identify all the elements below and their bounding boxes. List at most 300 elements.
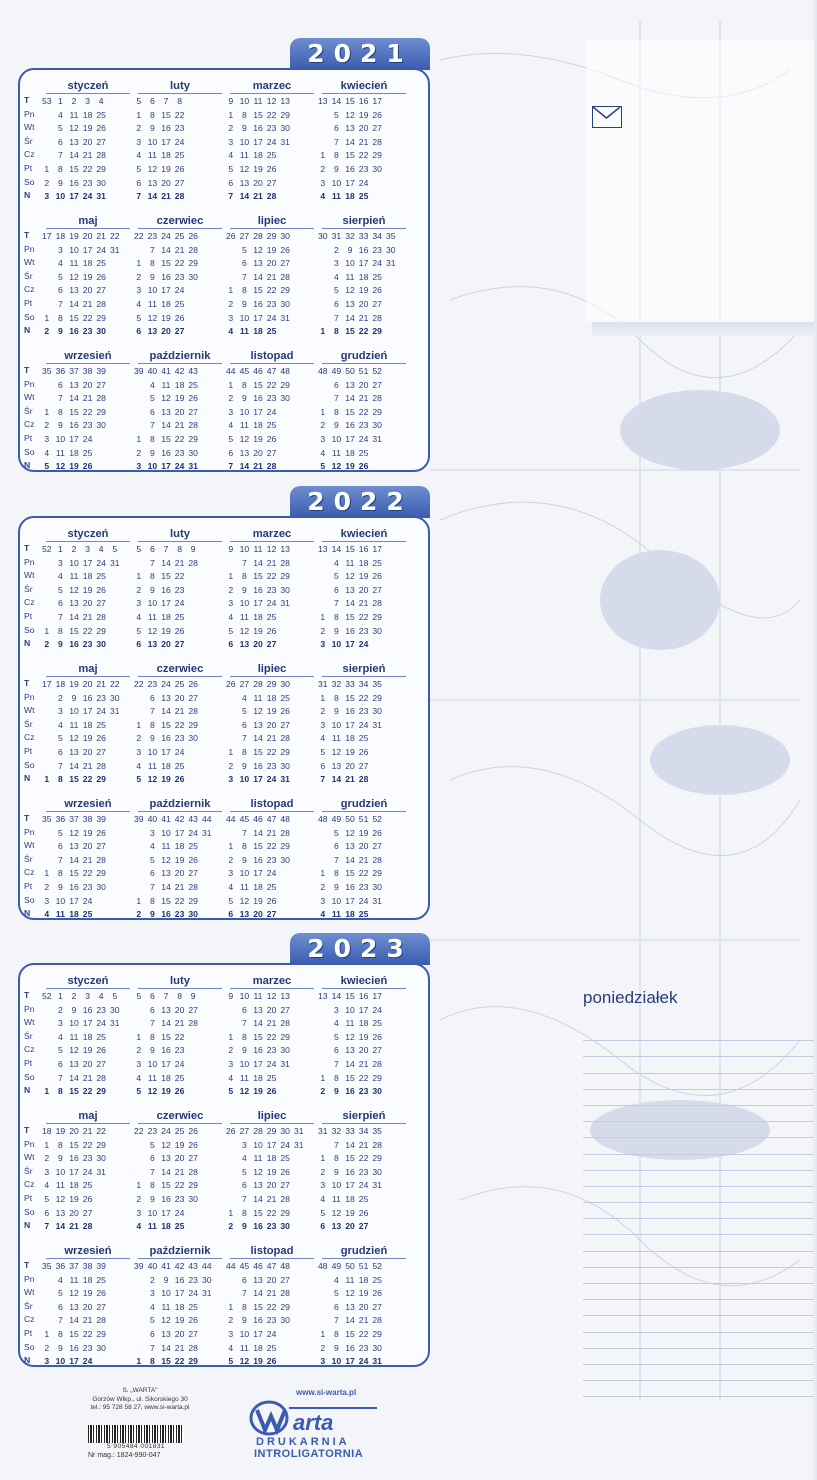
month-grid — [132, 213, 228, 339]
day-cell: 9 — [242, 1315, 247, 1326]
day-cell: 6 — [44, 1207, 50, 1218]
week-number: 42 — [174, 1261, 185, 1271]
day-row — [132, 419, 228, 433]
day-cell: 28 — [280, 271, 290, 282]
weekday-label: Śr — [24, 270, 33, 281]
day-cell — [108, 298, 122, 312]
day-cell: 15 — [69, 1086, 79, 1097]
day-cell: 5 — [228, 163, 234, 174]
day-cell: 29 — [188, 258, 198, 269]
day-cell: 21 — [82, 854, 93, 865]
day-cell: 9 — [334, 881, 339, 892]
month-name: październik — [138, 796, 222, 812]
day-cell: 15 — [69, 868, 79, 879]
day-cell: 18 — [82, 1274, 93, 1285]
week-number: 35 — [42, 814, 52, 824]
day-row — [40, 611, 136, 625]
day-cell: 12 — [69, 1288, 79, 1299]
day-row — [316, 557, 412, 571]
day-cell: 16 — [345, 881, 355, 892]
day-cell: 1 — [44, 1139, 50, 1150]
day-row — [316, 881, 412, 895]
weekday-label: Cz — [24, 732, 35, 743]
day-cell: 4 — [320, 733, 326, 744]
day-cell — [370, 460, 384, 474]
day-cell: 24 — [174, 1207, 185, 1218]
day-row — [40, 881, 136, 895]
day-cell: 1 — [44, 774, 50, 785]
day-cell: 19 — [253, 625, 263, 636]
day-cell: 9 — [58, 326, 63, 337]
day-cell: 17 — [69, 1166, 79, 1177]
day-cell — [132, 379, 146, 393]
day-cell — [316, 557, 330, 571]
day-cell: 3 — [228, 868, 234, 879]
day-cell: 23 — [358, 1342, 369, 1353]
day-cell: 19 — [358, 109, 369, 120]
day-cell: 12 — [239, 895, 250, 906]
week-number: 15 — [345, 96, 355, 106]
day-cell: 30 — [372, 1342, 382, 1353]
day-cell: 21 — [82, 1315, 93, 1326]
day-cell — [316, 1287, 330, 1301]
day-cell: 14 — [69, 150, 79, 161]
month-grid — [40, 1108, 136, 1234]
day-cell: 3 — [44, 191, 50, 202]
day-cell — [186, 611, 200, 625]
weekday-label: T — [24, 1260, 30, 1270]
day-cell: 8 — [150, 1180, 155, 1191]
week-number: 11 — [253, 991, 263, 1001]
day-cell: 22 — [82, 1328, 93, 1339]
day-cell — [186, 584, 200, 598]
day-cell: 24 — [82, 1166, 93, 1177]
day-row — [224, 908, 320, 922]
day-cell: 29 — [96, 774, 106, 785]
day-cell — [108, 611, 122, 625]
day-cell: 10 — [147, 136, 158, 147]
day-cell: 21 — [174, 1166, 185, 1177]
day-cell — [384, 271, 398, 285]
day-cell: 11 — [239, 611, 249, 622]
day-cell: 26 — [82, 1193, 93, 1204]
day-cell: 5 — [228, 895, 234, 906]
day-cell: 9 — [334, 706, 339, 717]
day-cell: 20 — [82, 285, 93, 296]
week-number: 6 — [150, 96, 155, 106]
day-row — [316, 1355, 412, 1369]
day-cell: 23 — [82, 177, 93, 188]
day-cell: 13 — [147, 639, 158, 650]
day-cell: 8 — [242, 841, 247, 852]
day-cell: 5 — [228, 1356, 234, 1367]
day-cell: 25 — [372, 1018, 382, 1029]
week-number: 10 — [239, 991, 250, 1001]
day-cell: 2 — [320, 1342, 326, 1353]
day-cell: 9 — [242, 298, 247, 309]
day-row — [316, 1085, 412, 1099]
day-cell: 5 — [136, 1086, 142, 1097]
week-number: 17 — [372, 544, 382, 554]
week-number: 31 — [293, 1126, 304, 1136]
day-row — [132, 638, 228, 652]
week-number: 1 — [58, 96, 63, 106]
day-cell: 12 — [253, 244, 263, 255]
day-cell: 10 — [239, 312, 250, 323]
day-cell — [292, 1207, 306, 1221]
day-cell: 11 — [147, 150, 157, 161]
week-numbers — [316, 95, 412, 109]
day-cell: 6 — [58, 746, 63, 757]
week-number: 45 — [239, 366, 250, 376]
day-cell: 26 — [96, 1045, 106, 1056]
day-cell: 7 — [44, 1221, 50, 1232]
day-cell: 1 — [136, 1180, 142, 1191]
day-row — [40, 1274, 136, 1288]
day-cell — [186, 1031, 200, 1045]
day-cell: 1 — [44, 625, 50, 636]
day-cell: 18 — [82, 719, 93, 730]
day-cell: 7 — [334, 854, 339, 865]
day-cell — [370, 177, 384, 191]
day-cell: 18 — [82, 258, 93, 269]
day-cell — [200, 1301, 214, 1315]
day-cell: 30 — [280, 1221, 290, 1232]
day-row — [224, 1193, 320, 1207]
day-cell: 27 — [280, 1274, 290, 1285]
day-cell — [278, 611, 292, 625]
day-cell — [186, 760, 200, 774]
day-cell: 28 — [372, 136, 382, 147]
month-name: październik — [138, 1243, 222, 1259]
day-cell: 12 — [161, 393, 171, 404]
day-cell: 1 — [228, 285, 234, 296]
day-cell: 11 — [239, 1342, 249, 1353]
weekday-labels — [24, 1259, 40, 1368]
day-cell: 2 — [58, 692, 63, 703]
day-row — [40, 1193, 136, 1207]
day-cell: 12 — [345, 571, 355, 582]
day-cell: 30 — [372, 163, 382, 174]
day-cell: 7 — [334, 312, 339, 323]
weekday-label: So — [24, 446, 35, 457]
week-numbers — [132, 365, 228, 379]
day-cell — [40, 584, 54, 598]
day-cell: 26 — [188, 854, 198, 865]
day-cell: 14 — [331, 774, 342, 785]
day-cell: 21 — [345, 774, 355, 785]
day-cell: 24 — [266, 868, 277, 879]
day-cell: 3 — [228, 774, 234, 785]
day-cell: 3 — [58, 557, 63, 568]
week-number: 33 — [345, 679, 355, 689]
day-cell: 14 — [161, 881, 171, 892]
day-cell: 1 — [320, 1328, 326, 1339]
day-cell: 17 — [266, 1139, 277, 1150]
day-cell: 16 — [345, 1166, 355, 1177]
day-cell: 29 — [372, 150, 382, 161]
day-cell: 11 — [253, 692, 263, 703]
day-cell: 15 — [345, 150, 355, 161]
week-number: 31 — [331, 231, 342, 241]
day-cell: 30 — [280, 1045, 290, 1056]
day-cell: 6 — [58, 841, 63, 852]
day-cell: 6 — [58, 379, 63, 390]
day-row — [224, 284, 320, 298]
day-cell: 9 — [58, 177, 63, 188]
day-row — [132, 854, 228, 868]
day-cell — [200, 908, 214, 922]
day-cell: 23 — [358, 1086, 369, 1097]
day-row — [224, 895, 320, 909]
day-cell: 2 — [228, 298, 234, 309]
day-cell: 26 — [372, 1288, 382, 1299]
week-number: 52 — [372, 1261, 382, 1271]
day-row — [132, 625, 228, 639]
day-cell — [370, 746, 384, 760]
day-cell: 30 — [280, 298, 290, 309]
day-cell: 9 — [150, 447, 155, 458]
week-numbers — [40, 678, 136, 692]
day-cell: 24 — [358, 895, 369, 906]
publisher-contact: tel.: 95 728 58 27, www.si-warta.pl — [90, 1404, 190, 1411]
day-cell: 20 — [266, 1004, 277, 1015]
day-cell: 13 — [69, 1058, 79, 1069]
day-cell: 5 — [58, 584, 63, 595]
day-cell: 13 — [161, 1004, 171, 1015]
day-cell — [186, 570, 200, 584]
day-cell: 28 — [96, 611, 106, 622]
day-cell: 6 — [334, 379, 339, 390]
day-cell: 12 — [147, 163, 158, 174]
week-number: 49 — [331, 814, 342, 824]
day-cell — [40, 149, 54, 163]
day-cell: 21 — [358, 393, 369, 404]
month-grid — [40, 1243, 136, 1369]
day-cell: 13 — [253, 1180, 263, 1191]
month-grid — [40, 796, 136, 922]
day-cell: 26 — [266, 1356, 277, 1367]
day-row — [316, 433, 412, 447]
day-cell: 9 — [58, 881, 63, 892]
month-name: grudzień — [322, 1243, 406, 1259]
day-cell: 4 — [228, 1342, 234, 1353]
day-cell: 10 — [239, 136, 250, 147]
publisher-info — [80, 1387, 200, 1413]
day-cell: 1 — [320, 1072, 326, 1083]
day-row — [132, 1166, 228, 1180]
month-name: sierpień — [322, 661, 406, 677]
day-cell: 17 — [69, 433, 79, 444]
day-cell: 4 — [150, 379, 155, 390]
day-cell: 23 — [174, 584, 185, 595]
day-row — [132, 1017, 228, 1031]
day-cell: 15 — [161, 1031, 171, 1042]
day-cell: 29 — [280, 109, 290, 120]
day-cell: 22 — [266, 109, 277, 120]
day-row — [40, 447, 136, 461]
day-cell: 19 — [358, 571, 369, 582]
day-cell: 13 — [55, 1207, 66, 1218]
day-cell: 28 — [82, 1221, 93, 1232]
day-cell: 9 — [150, 1193, 155, 1204]
day-cell: 26 — [372, 109, 382, 120]
week-number: 45 — [239, 1261, 250, 1271]
month-name: styczeń — [46, 526, 130, 542]
day-cell — [132, 827, 146, 841]
month-grid — [316, 1108, 412, 1234]
day-cell — [278, 149, 292, 163]
day-cell: 2 — [136, 123, 142, 134]
week-number: 28 — [253, 1126, 263, 1136]
day-cell: 25 — [280, 1153, 290, 1164]
day-cell — [40, 854, 54, 868]
day-cell — [40, 271, 54, 285]
day-row — [40, 1139, 136, 1153]
day-cell: 15 — [69, 625, 79, 636]
day-row — [224, 1139, 320, 1153]
weekday-label: N — [24, 460, 31, 471]
day-cell: 30 — [385, 244, 396, 255]
day-cell: 24 — [82, 191, 93, 202]
day-cell — [316, 1017, 330, 1031]
weekday-label: Wt — [24, 1287, 35, 1298]
day-cell — [316, 1274, 330, 1288]
day-cell: 3 — [44, 433, 50, 444]
week-number: 9 — [190, 544, 196, 554]
day-cell: 14 — [161, 420, 171, 431]
week-numbers — [224, 813, 320, 827]
day-cell — [108, 732, 122, 746]
day-cell: 27 — [96, 285, 106, 296]
day-cell: 22 — [82, 868, 93, 879]
day-cell: 12 — [161, 854, 171, 865]
day-cell: 31 — [372, 1180, 382, 1191]
month-name: kwiecień — [322, 973, 406, 989]
day-cell: 20 — [358, 298, 369, 309]
day-cell: 6 — [320, 1221, 326, 1232]
ruled-lines[interactable] — [583, 1025, 814, 1397]
day-cell: 8 — [58, 1139, 63, 1150]
day-cell: 12 — [239, 1086, 250, 1097]
day-cell: 28 — [280, 1288, 290, 1299]
day-row — [316, 1274, 412, 1288]
week-numbers — [132, 230, 228, 244]
day-cell: 20 — [253, 177, 263, 188]
day-cell: 9 — [242, 1045, 247, 1056]
day-cell: 6 — [228, 909, 234, 920]
day-cell: 26 — [372, 571, 382, 582]
day-cell: 21 — [82, 1072, 93, 1083]
day-cell — [40, 392, 54, 406]
week-number: 47 — [266, 1261, 277, 1271]
day-cell: 25 — [266, 326, 277, 337]
day-cell: 22 — [266, 746, 277, 757]
day-cell — [186, 773, 200, 787]
day-cell — [292, 1152, 306, 1166]
month-name: grudzień — [322, 796, 406, 812]
day-cell: 19 — [82, 733, 93, 744]
day-cell: 27 — [280, 719, 290, 730]
day-cell — [108, 584, 122, 598]
day-cell: 5 — [334, 571, 339, 582]
day-cell: 25 — [174, 760, 185, 771]
day-cell: 2 — [228, 854, 234, 865]
day-cell: 31 — [280, 312, 290, 323]
month-name: czerwiec — [138, 661, 222, 677]
day-cell: 9 — [334, 1166, 339, 1177]
day-cell: 1 — [320, 611, 326, 622]
week-numbers — [40, 95, 136, 109]
day-cell: 18 — [253, 1342, 263, 1353]
day-cell: 27 — [188, 1328, 198, 1339]
day-cell: 23 — [372, 244, 382, 255]
day-row — [224, 1058, 320, 1072]
day-row — [132, 1207, 228, 1221]
day-cell: 18 — [266, 1153, 277, 1164]
day-cell: 28 — [372, 1315, 382, 1326]
day-cell: 29 — [96, 625, 106, 636]
day-cell: 2 — [228, 1221, 234, 1232]
week-number: 5 — [136, 991, 142, 1001]
weekday-label: Wt — [24, 257, 35, 268]
day-cell: 8 — [242, 571, 247, 582]
day-cell: 17 — [358, 1004, 369, 1015]
month-name: lipiec — [230, 1108, 314, 1124]
day-cell: 24 — [358, 433, 369, 444]
day-row — [132, 271, 228, 285]
day-cell: 28 — [96, 854, 106, 865]
day-cell: 3 — [150, 827, 155, 838]
day-cell: 3 — [136, 1058, 142, 1069]
day-cell: 13 — [331, 760, 342, 771]
day-cell — [224, 557, 238, 571]
day-cell: 2 — [228, 1045, 234, 1056]
day-cell — [132, 705, 146, 719]
day-cell: 2 — [44, 639, 50, 650]
day-cell — [200, 840, 214, 854]
weekday-labels — [24, 677, 40, 786]
day-cell: 20 — [174, 1004, 185, 1015]
weekday-label: T — [24, 543, 30, 553]
day-cell: 13 — [161, 692, 171, 703]
barcode-number: 5 905484 001831 — [106, 1443, 166, 1450]
day-row — [132, 163, 228, 177]
day-cell: 18 — [358, 271, 369, 282]
day-cell: 23 — [266, 393, 277, 404]
day-cell: 6 — [58, 136, 63, 147]
day-row — [40, 1328, 136, 1342]
week-numbers — [40, 1125, 136, 1139]
day-cell — [384, 325, 398, 339]
day-cell — [200, 854, 214, 868]
day-cell: 1 — [320, 868, 326, 879]
day-cell: 12 — [69, 733, 79, 744]
day-cell: 8 — [150, 109, 155, 120]
weekday-label: So — [24, 1341, 35, 1352]
day-cell: 19 — [174, 393, 185, 404]
day-cell — [370, 732, 384, 746]
weekday-label: N — [24, 1355, 31, 1366]
day-cell: 25 — [188, 841, 198, 852]
day-cell: 20 — [358, 123, 369, 134]
day-cell — [40, 719, 54, 733]
day-cell: 25 — [372, 557, 382, 568]
day-row — [316, 1058, 412, 1072]
day-cell — [278, 1085, 292, 1099]
month-name: sierpień — [322, 1108, 406, 1124]
day-cell: 25 — [96, 258, 106, 269]
